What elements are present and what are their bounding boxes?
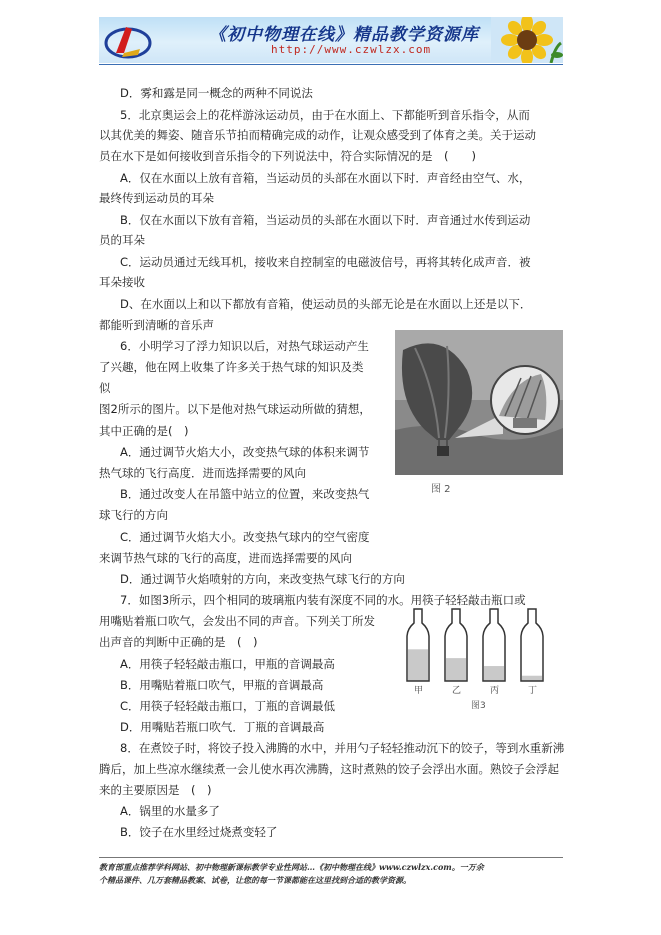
figure3-caption: 图3 (471, 701, 486, 711)
text-line: 似 (99, 381, 111, 395)
bottle-water (446, 658, 466, 681)
bottles (407, 609, 543, 696)
header-banner (99, 17, 563, 63)
bottle-water (484, 666, 504, 681)
bottle-outline (521, 609, 543, 681)
text-line: C．通过调节火焰大小。改变热气球内的空气密度 (120, 530, 370, 544)
text-line: 图2所示的图片。以下是他对热气球运动所做的猜想， (99, 402, 371, 416)
footer-divider (99, 857, 563, 858)
text-line: A．锅里的水量多了 (120, 804, 220, 818)
site-url[interactable]: http://www.czwlzx.com (271, 43, 432, 56)
text-line: C．用筷子轻轻敲击瓶口，丁瓶的音调最低 (120, 699, 336, 713)
text-line: 腾后，加上些凉水继续煮一会儿使水再次沸腾，这时煮熟的饺子会浮出水面。熟饺子会浮起 (99, 762, 559, 776)
text-line: 最终传到运动员的耳朵 (99, 191, 214, 205)
text-line: B．仅在水面以下放有音箱，当运动员的头部在水面以下时．声音通过水传到运动 (120, 213, 531, 227)
bottle-label: 甲 (414, 686, 424, 696)
text-line: 其中正确的是( ) (99, 424, 189, 438)
text-line: 6．小明学习了浮力知识以后，对热气球运动产生 (120, 339, 369, 353)
bottle-water (522, 676, 542, 681)
bottle-label: 乙 (452, 686, 462, 696)
text-line: 出声音的判断中正确的是 ( ) (99, 635, 258, 649)
text-line: A．通过调节火焰大小，改变热气球的体积来调节 (120, 445, 370, 459)
text-line: 员在水下是如何接收到音乐指令的下列说法中，符合实际情况的是 ( ) (99, 149, 476, 163)
text-line: A．仅在水面以上放有音箱，当运动员的头部在水面以下时．声音经由空气、水， (120, 171, 531, 185)
site-logo-icon (102, 19, 154, 61)
text-line: D．通过调节火焰喷射的方向，来改变热气球飞行的方向 (120, 572, 405, 586)
text-line: 员的耳朵 (99, 233, 145, 247)
text-line: C．运动员通过无线耳机，接收来自控制室的电磁波信号，再将其转化成声音．被 (120, 255, 531, 269)
bottle-label: 丁 (528, 686, 538, 696)
text-line: 以其优美的舞姿、随音乐节拍而精确完成的动作，让观众感受到了体育之美。关于运动 (99, 128, 536, 142)
hot-air-balloon-figure (395, 330, 563, 498)
text-line: D．用嘴贴若瓶口吹气．丁瓶的音调最高 (120, 720, 325, 734)
text-line: 来的主要原因是 ( ) (99, 783, 212, 797)
site-title: 《初中物理在线》精品教学资源库 (209, 25, 479, 45)
text-line: 来调节热气球的飞行的高度，进而选择需要的风向 (99, 551, 352, 565)
text-line: 热气球的飞行高度．进而选择需要的风向 (99, 466, 306, 480)
text-line: 了兴趣，他在网上收集了许多关于热气球的知识及类 (99, 360, 364, 374)
footer-line-1: 教育部重点推荐学科网站、初中物理新课标教学专业性网站…《初中物理在线》www.czwlzx.com。一万余 (99, 862, 484, 872)
text-line: 球飞行的方向 (99, 508, 168, 522)
text-line: A．用筷子轻轻敲击瓶口，甲瓶的音调最高 (120, 657, 335, 671)
footer-line-2: 个精品课件、几万套精品教案、试卷，让您的每一节课都能在这里找到合适的教学资源。 (99, 875, 411, 885)
text-line: D．雾和露是同一概念的两种不同说法 (120, 86, 313, 100)
bottle-water (408, 649, 428, 681)
text-line: D、在水面以上和以下都放有音箱，使运动员的头部无论是在水面以上还是以下． (120, 297, 532, 311)
header-divider (99, 64, 563, 65)
text-line: 用嘴贴着瓶口吹气，会发出不同的声音。下列关丁所发 (99, 614, 375, 628)
figure2-caption: 图 2 (431, 484, 451, 495)
text-line: B．通过改变人在吊篮中站立的位置，来改变热气 (120, 487, 370, 501)
text-line: 都能听到清晰的音乐声 (99, 318, 214, 332)
bottle-label: 丙 (490, 686, 500, 696)
text-line: 7．如图3所示，四个相同的玻璃瓶内装有深度不同的水。用筷子轻轻敲击瓶口或 (120, 593, 526, 607)
text-line: B．用嘴贴着瓶口吹气，甲瓶的音调最高 (120, 678, 324, 692)
four-bottles-figure (397, 605, 557, 715)
text-line: 8．在煮饺子时，将饺子投入沸腾的水中，并用勺子轻轻推动沉下的饺子，等到水重新沸 (120, 741, 565, 755)
text-line: 5．北京奥运会上的花样游泳运动员，由于在水面上、下都能听到音乐指令，从而 (120, 108, 530, 122)
text-line: B．饺子在水里经过烧煮变轻了 (120, 825, 278, 839)
text-line: 耳朵接收 (99, 275, 145, 289)
sunflower-icon (491, 17, 563, 63)
